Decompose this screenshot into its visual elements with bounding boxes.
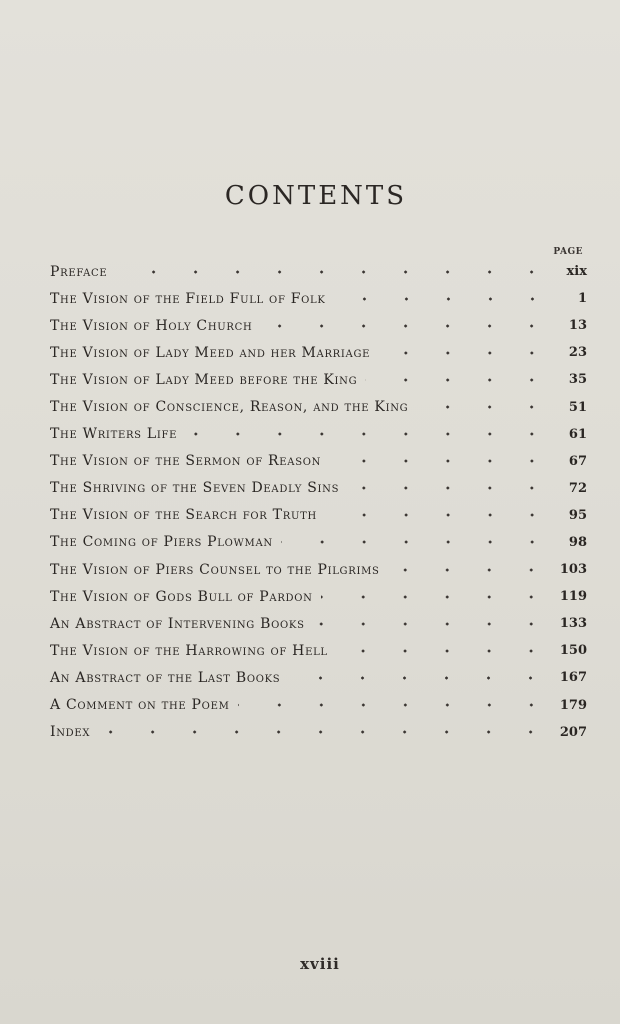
toc-entry-title: The Vision of the Harrowing of Hell: [50, 642, 328, 659]
toc-entry-page: 179: [559, 697, 587, 713]
dot-leader: [185, 429, 553, 439]
toc-entry: [50, 637, 587, 664]
toc-entry-title: A Comment on the Poem: [50, 697, 230, 714]
toc-entry-page: 23: [568, 345, 587, 361]
toc-entry-page: 35: [568, 372, 587, 388]
toc-entry-page: xix: [566, 264, 587, 280]
toc-entry: [50, 556, 587, 583]
toc-entry: [50, 366, 587, 393]
toc-entry-title: An Abstract of the Last Books: [50, 669, 281, 686]
toc-entry-title: The Vision of Lady Meed before the King: [50, 371, 358, 388]
toc-entry-page: 133: [559, 616, 587, 632]
toc-entry: [50, 529, 587, 556]
toc-entry-title: The Vision of Gods Bull of Pardon: [50, 588, 313, 605]
dot-leader: [334, 294, 553, 304]
toc-entry-title: The Coming of Piers Plowman: [50, 534, 273, 551]
toc-entry-page: 1: [577, 291, 587, 307]
toc-entry: [50, 258, 587, 285]
toc-entry: [50, 285, 587, 312]
dot-leader: [416, 402, 553, 412]
toc-entry-page: 67: [568, 453, 587, 469]
toc-entry-title: The Vision of Holy Church: [50, 317, 253, 334]
table-of-contents: [50, 258, 587, 746]
toc-entry: [50, 583, 587, 610]
toc-entry-title: The Vision of the Sermon of Reason: [50, 453, 322, 470]
page-title: CONTENTS: [224, 181, 408, 211]
dot-leader: [378, 348, 553, 358]
toc-entry: [50, 312, 587, 339]
dot-leader: [388, 565, 552, 575]
toc-entry: [50, 475, 587, 502]
toc-entry-title: An Abstract of Intervening Books: [50, 615, 305, 632]
toc-entry: [50, 421, 587, 448]
toc-entry: [50, 393, 587, 420]
toc-entry-page: 103: [559, 562, 587, 578]
toc-entry: [50, 692, 587, 719]
toc-entry-title: The Writers Life: [50, 426, 178, 443]
toc-entry-title: The Vision of Conscience, Reason, and the King: [50, 399, 409, 416]
toc-entry-page: 119: [559, 589, 587, 605]
toc-entry: [50, 719, 587, 746]
toc-entry-title: Index: [50, 724, 91, 741]
toc-entry-title: The Vision of the Search for Truth: [50, 507, 317, 524]
dot-leader: [260, 321, 553, 331]
toc-entry-title: Preface: [50, 263, 108, 280]
dot-leader: [115, 267, 553, 277]
toc-entry-page: 98: [568, 534, 587, 550]
toc-entry-page: 207: [559, 724, 587, 740]
toc-entry-page: 150: [559, 643, 587, 659]
toc-entry-title: The Vision of the Field Full of Folk: [50, 290, 326, 307]
dot-leader: [288, 673, 552, 683]
toc-entry: [50, 339, 587, 366]
dot-leader: [336, 646, 552, 656]
toc-entry: [50, 502, 587, 529]
dot-leader: [238, 700, 552, 710]
toc-entry-title: The Vision of Piers Counsel to the Pilgrims: [50, 561, 380, 578]
toc-entry-title: The Shriving of the Seven Deadly Sins: [50, 480, 340, 497]
toc-entry-title: The Vision of Lady Meed and her Marriage: [50, 344, 371, 361]
toc-entry-page: 51: [568, 399, 587, 415]
dot-leader: [329, 456, 553, 466]
dot-leader: [98, 727, 552, 737]
toc-entry-page: 95: [568, 507, 587, 523]
toc-entry-page: 72: [568, 480, 587, 496]
dot-leader: [347, 483, 553, 493]
toc-entry: [50, 664, 587, 691]
dot-leader: [313, 619, 552, 629]
toc-entry-page: 13: [568, 318, 587, 334]
dot-leader: [321, 592, 552, 602]
page-column-label: PAGE: [553, 247, 583, 257]
page-number: xviii: [300, 955, 340, 973]
toc-entry: [50, 610, 587, 637]
dot-leader: [325, 510, 553, 520]
dot-leader: [365, 375, 553, 385]
toc-entry: [50, 448, 587, 475]
toc-entry-page: 61: [568, 426, 587, 442]
toc-entry-page: 167: [559, 670, 587, 686]
dot-leader: [281, 537, 553, 547]
